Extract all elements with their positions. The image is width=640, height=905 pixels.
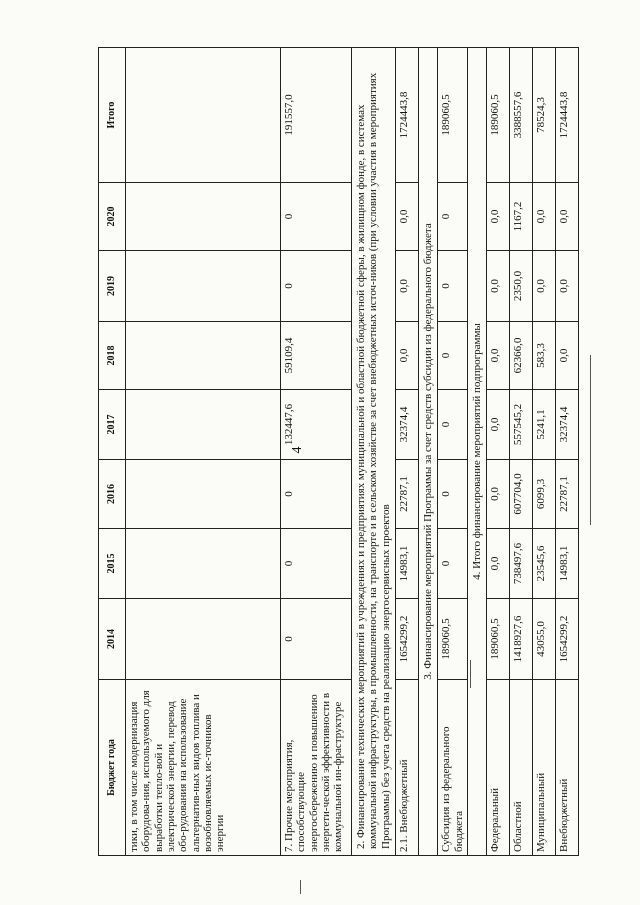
table-row [556,48,579,856]
header-2015: 2015 [99,529,126,599]
table-row [487,48,510,856]
cell: 0,0 [556,322,579,390]
cell: 1167,2 [510,183,533,251]
section-row [467,48,486,856]
cell: 189060,5 [487,599,510,680]
cell: 583,3 [533,322,556,390]
row-label: Областной [510,680,533,856]
cell: 62366,0 [510,322,533,390]
cell [126,251,281,322]
row-label: 7. Прочие мероприятия, способствующие энергосбережению и повышению энергети-ческой эффективности в коммунальной ин-фраструктуре [281,680,352,856]
cell: 0,0 [487,390,510,460]
cell: 0 [438,322,468,390]
cell: 0,0 [533,183,556,251]
header-2019: 2019 [99,251,126,322]
table-row [395,48,418,856]
cell: 189060,5 [438,48,468,183]
table-header-row [99,48,126,856]
cell: 6099,3 [533,460,556,529]
cell: 14983,1 [556,529,579,599]
cell: 0,0 [487,460,510,529]
cell: 0 [438,183,468,251]
cell [126,529,281,599]
budget-table-wrapper [98,48,571,856]
row-label: Муниципальный [533,680,556,856]
stamp-line [300,880,301,894]
table-row [510,48,533,856]
cell: 1724443,8 [556,48,579,183]
row-label: Внебюджетный [556,680,579,856]
cell: 0,0 [395,251,418,322]
cell: 1724443,8 [395,48,418,183]
row-label: тики, в том числе модернизация оборудова-ния, используемого для выработки тепло-вой и электрической энергии, перевод обо-рудования на использование альтернатив-ных видов топлива и возобновляемых ис-точников энергии [126,680,281,856]
cell: 22787,1 [395,460,418,529]
cell: 132447,6 [281,390,352,460]
cell: 78524,3 [533,48,556,183]
cell: 0,0 [556,251,579,322]
cell: 0,0 [487,529,510,599]
cell: 5241,1 [533,390,556,460]
cell [126,599,281,680]
section-2-title: 2. Финансирование технических мероприятий в учреждениях и предприятиях муниципальной и областной бюджетной сферы, в жилищном фонде, в системах коммунальной инфраструктуры, в промышленности, на транспорте и в сельском хозяйстве за счет внебюджетных источ-ников (при условии участия в мероприятиях Программы) без учета средств на реализацию энергосервисных проектов [352,48,396,856]
cell: 0 [438,460,468,529]
table-row [438,48,468,856]
cell: 0,0 [533,251,556,322]
cell: 0,0 [487,251,510,322]
header-2017: 2017 [99,390,126,460]
cell: 3388557,6 [510,48,533,183]
cell: 0 [281,251,352,322]
cell [126,183,281,251]
header-2020: 2020 [99,183,126,251]
cell: 59109,4 [281,322,352,390]
cell: 1654299,2 [395,599,418,680]
section-3-title: 3. Финансирование мероприятий Программы за счет средств субсидии из федерального бюджета [418,48,437,856]
section-4-title: 4. Итого финансирование мероприятий подпрограммы [467,48,486,856]
cell: 738497,6 [510,529,533,599]
cell: 23545,6 [533,529,556,599]
cell: 0,0 [487,322,510,390]
table-row [533,48,556,856]
cell: 0,0 [487,183,510,251]
cell: 189060,5 [487,48,510,183]
cell: 32374,4 [556,390,579,460]
cell: 0 [281,599,352,680]
cell: 1654299,2 [556,599,579,680]
cell: 22787,1 [556,460,579,529]
cell: 189060,5 [438,599,468,680]
table-row [281,48,352,856]
cell: 1418927,6 [510,599,533,680]
row-label: Федеральный [487,680,510,856]
header-2014: 2014 [99,599,126,680]
cell: 0,0 [395,322,418,390]
cell: 0 [438,529,468,599]
cell: 557545,2 [510,390,533,460]
cell: 0 [438,390,468,460]
cell: 0 [281,529,352,599]
cell [126,390,281,460]
cell: 2350,0 [510,251,533,322]
header-budget-year: Бюджет года [99,680,126,856]
header-2016: 2016 [99,460,126,529]
cell [126,322,281,390]
page-number: 4 [290,446,305,454]
cell: 0 [281,183,352,251]
cell: 0,0 [556,183,579,251]
stamp-line [590,355,591,525]
cell: 0 [281,460,352,529]
cell: 0 [438,251,468,322]
cell: 43055,0 [533,599,556,680]
section-row [418,48,437,856]
cell: 32374,4 [395,390,418,460]
cell: 0,0 [395,183,418,251]
header-2018: 2018 [99,322,126,390]
cell [126,48,281,183]
budget-table [98,47,579,856]
table-row [126,48,281,856]
cell: 607704,0 [510,460,533,529]
row-label: 2.1. Внебюджетный [395,680,418,856]
cell: 14983,1 [395,529,418,599]
cell: 191557,0 [281,48,352,183]
row-label: Субсидия из федерального бюджета [438,680,468,856]
header-total: Итого [99,48,126,183]
cell [126,460,281,529]
section-row [352,48,396,856]
